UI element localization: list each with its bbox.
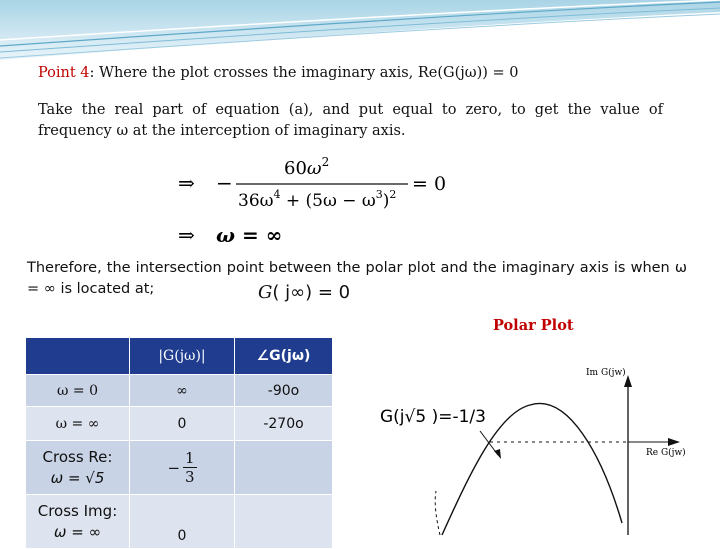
cross-img-label: Cross Img: — [37, 501, 118, 520]
table-header-row — [26, 338, 333, 375]
cross-re-value-cell — [130, 441, 235, 495]
table-row — [26, 375, 333, 407]
table-cell: ∞ — [130, 375, 235, 407]
table-row — [26, 495, 333, 549]
table-header-cell: |G(jω)| — [130, 338, 235, 375]
implies-arrow-1: ⇒ — [178, 171, 195, 195]
table-cell: ω = 0 — [26, 375, 130, 407]
cross-re-fraction: − $\frac{1}{3}$ — [167, 449, 195, 486]
numerator: $60\omega^2$ — [284, 155, 330, 179]
g-result-equation: G( j∞) = 0 — [258, 282, 351, 303]
real-axis-label: Re G(jw) — [646, 448, 686, 458]
cross-re-omega: ω = √5 — [50, 468, 105, 487]
cross-re-label: Cross Re: — [42, 447, 113, 466]
therefore-text: Therefore, the intersection point between the polar plot and the imaginary axis is when ω = ∞ is located at; — [27, 260, 687, 297]
table-cell: ω = ∞ — [26, 407, 130, 441]
omega-infinity: ω = ∞ — [216, 223, 283, 247]
implies-arrow-2: ⇒ — [178, 223, 195, 247]
point-heading — [38, 65, 519, 81]
table-header-cell — [26, 338, 130, 375]
table-row — [26, 407, 333, 441]
cross-img-label-cell — [26, 495, 130, 549]
table-cell — [235, 495, 333, 549]
point-label: Point 4 — [38, 65, 90, 81]
table-cell: 0 — [130, 407, 235, 441]
header-banner — [0, 0, 720, 70]
instruction-paragraph: Take the real part of equation (a), and put equal to zero, to get the value of frequency ω at the interception of imaginary axis. — [38, 102, 663, 139]
cross-re-label-cell — [26, 441, 130, 495]
table-header-cell: ∠G(jω) — [235, 338, 333, 375]
denominator: $36\omega^4 + (5\omega - \omega^3)^2$ — [238, 188, 397, 211]
equation-image — [172, 150, 447, 250]
table-cell: -270o — [235, 407, 333, 441]
table-cell: -90o — [235, 375, 333, 407]
minus-sign: − — [216, 171, 233, 195]
cross-img-omega: ω = ∞ — [53, 522, 102, 541]
table-cell — [235, 441, 333, 495]
cross-img-value-cell: 0 — [130, 495, 235, 549]
summary-table — [25, 337, 333, 549]
polar-plot-title: Polar Plot — [493, 317, 574, 334]
heading-text: : Where the plot crosses the imaginary axis, Re(G(jω)) = 0 — [89, 65, 519, 81]
table-row — [26, 441, 333, 495]
plot-annotation: G(j√5 )=-1/3 — [380, 407, 486, 427]
polar-plot-image — [370, 363, 712, 535]
imag-axis-label: Im G(jw) — [586, 368, 626, 378]
equals-zero: = 0 — [412, 173, 447, 195]
